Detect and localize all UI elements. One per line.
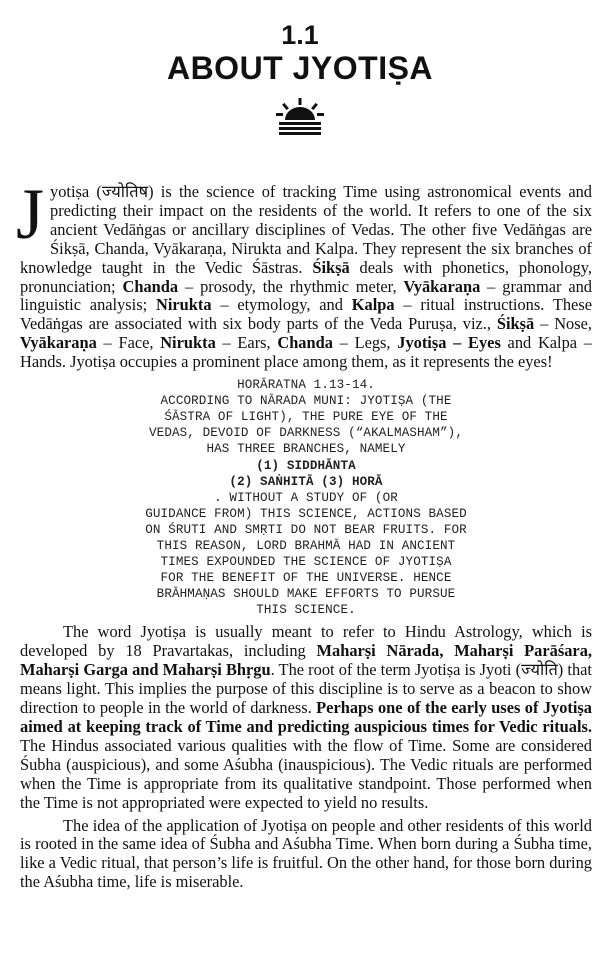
rising-sun-over-water-icon <box>273 98 327 138</box>
section-number: 1.1 <box>281 20 319 50</box>
paragraph-subha-asubha: The idea of the application of Jyotiṣa on people and other residents of this world is rooted in the same idea of Śubha and Aśubha Time. When born during a Śubha time, like a Vedic ritual, that person’s life is fruitful. On the other hand, for those born during the Aśubha time, life is miserable. <box>20 815 592 892</box>
intro-paragraph: Jyotiṣa (ज्योतिष) is the science of tracking Time using astronomical events and predicting their impact on the residents of the world. It refers to one of the six ancient Vedāṅgas or ancillary disciplines of Vedas. The other five Vedāṅgas are Śikṣā, Chanda, Vyākaraṇa, Nirukta and Kalpa. They represent the six branches of knowledge taught in the Vedic Śāstras. Śikṣā deals with phonetics, phonology, pronunciation; Chanda – prosody, the rhythmic meter, Vyākaraṇa – grammar and linguistic analysis; Nirukta – etymology, and Kalpa – ritual instructions. These Vedāṅgas are associated with six body parts of the Veda Puruṣa, viz., Śikṣā – Nose, Vyākaraṇa – Face, Nirukta – Ears, Chanda – Legs, Jyotiṣa – Eyes and Kalpa – Hands. Jyotiṣa occupies a prominent place among them, as it represents the eyes! <box>16 174 592 372</box>
body-text <box>16 174 593 892</box>
quote-block: HORĀRATNA 1.13-14. ACCORDING TO NĀRADA MUNI: JYOTIṢA (THE ŚĀSTRA OF LIGHT), THE PURE EYE OF THE VEDAS, DEVOID OF DARKNESS (“AKALMASHAM”), HAS THREE BRANCHES, NAMELY (1) SIDDHĀNTA (2) SAṄHITĀ (3) HORĀ . WITHOUT A STUDY OF (OR GUIDANCE FROM) THIS SCIENCE, ACTIONS BASED ON ŚRUTI AND SMṚTI DO NOT BEAR FRUITS. FOR THIS REASON, LORD BRAHMĀ HAD IN ANCIENT TIMES EXPOUNDED THE SCIENCE OF JYOTIṢA FOR THE BENEFIT OF THE UNIVERSE. HENCE BRĀHMAṆAS SHOULD MAKE EFFORTS TO PURSUE THIS SCIENCE. <box>20 377 592 618</box>
quote-source: HORĀRATNA 1.13-14. <box>237 378 375 393</box>
paragraph-jyotisa-meaning: The word Jyotiṣa is usually meant to refer to Hindu Astrology, which is developed by 18 Pravartakas, including Maharṣi Nārada, Maharṣi Parāśara, Maharṣi Garga and Maharṣi Bhṛgu. The root of the term Jyotiṣa is Jyoti (ज्योति) that means light. This implies the purpose of this discipline is to serve as a beacon to show direction to people in the world of darkness. Perhaps one of the early uses of Jyotiṣa aimed at keeping track of Time and predicting auspicious times for Vedic rituals. The Hindus associated various qualities with the flow of Time. Some are considered Śubha (auspicious), and some Aśubha (inauspicious). The Vedic rituals are performed when the Time is appropriate from its qualitative standpoint. Those performed when the Time is not appropriated were expected to yield no results. <box>20 622 593 812</box>
section-title: ABOUT JYOTIṢA <box>166 50 434 86</box>
drop-cap: J <box>16 174 45 254</box>
